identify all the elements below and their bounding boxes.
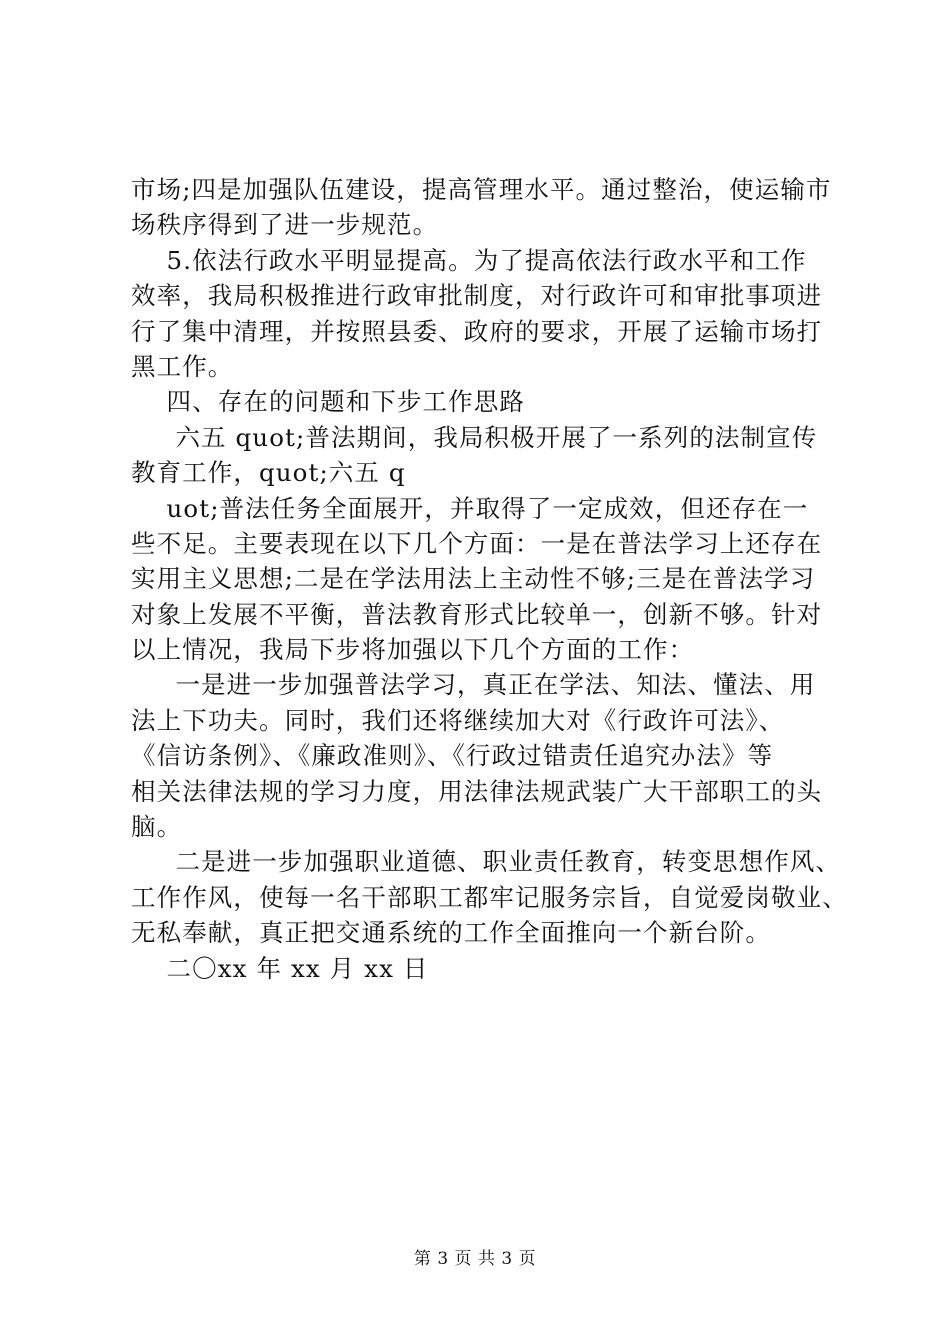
text-line: uot;普法任务全面展开，并取得了一定成效，但还存在一 — [131, 493, 809, 523]
text-line: 相关法律法规的学习力度，用法律法规武装广大干部职工的头 — [131, 776, 823, 806]
text-line: 脑。 — [131, 812, 183, 842]
text-line: 工作作风，使每一名干部职工都牢记服务宗旨，自觉爱岗敬业、 — [131, 882, 848, 912]
text-line: 教育工作，quot;六五 q — [131, 458, 406, 488]
text-line: 市场;四是加强队伍建设，提高管理水平。通过整治，使运输市 — [131, 175, 832, 204]
document-date: 二〇xx 年 xx 月 xx 日 — [131, 953, 429, 983]
text-line: 二是进一步加强职业道德、职业责任教育，转变思想作风、 — [131, 847, 842, 877]
text-line: 对象上发展不平衡，普法教育形式比较单一，创新不够。针对 — [131, 599, 823, 629]
section-heading: 四、存在的问题和下步工作思路 — [131, 387, 525, 417]
text-line: 《信访条例》、《廉政准则》、《行政过错责任追究办法》等 — [131, 741, 774, 771]
text-line: 5.依法行政水平明显提高。为了提高依法行政水平和工作 — [131, 245, 807, 275]
text-line: 法上下功夫。同时，我们还将继续加大对《行政许可法》、 — [131, 705, 785, 735]
page-number-footer: 第 3 页 共 3 页 — [413, 1249, 537, 1269]
text-line: 行了集中清理，并按照县委、政府的要求，开展了运输市场打 — [131, 316, 823, 346]
text-line: 六五 quot;普法期间，我局积极开展了一系列的法制宣传 — [131, 422, 818, 452]
text-line: 以上情况，我局下步将加强以下几个方面的工作： — [131, 635, 695, 665]
text-line: 黑工作。 — [131, 351, 234, 381]
text-line: 效率，我局积极推进行政审批制度，对行政许可和审批事项进 — [131, 281, 823, 311]
text-line: 无私奉献，真正把交通系统的工作全面推向一个新台阶。 — [131, 918, 771, 948]
document-body — [131, 172, 848, 986]
text-line: 场秩序得到了进一步规范。 — [131, 210, 439, 240]
text-line: 一是进一步加强普法学习，真正在学法、知法、懂法、用 — [131, 670, 816, 700]
text-line: 实用主义思想;二是在学法用法上主动性不够;三是在普法学习 — [131, 564, 816, 594]
text-line: 些不足。主要表现在以下几个方面：一是在普法学习上还存在 — [131, 528, 823, 558]
